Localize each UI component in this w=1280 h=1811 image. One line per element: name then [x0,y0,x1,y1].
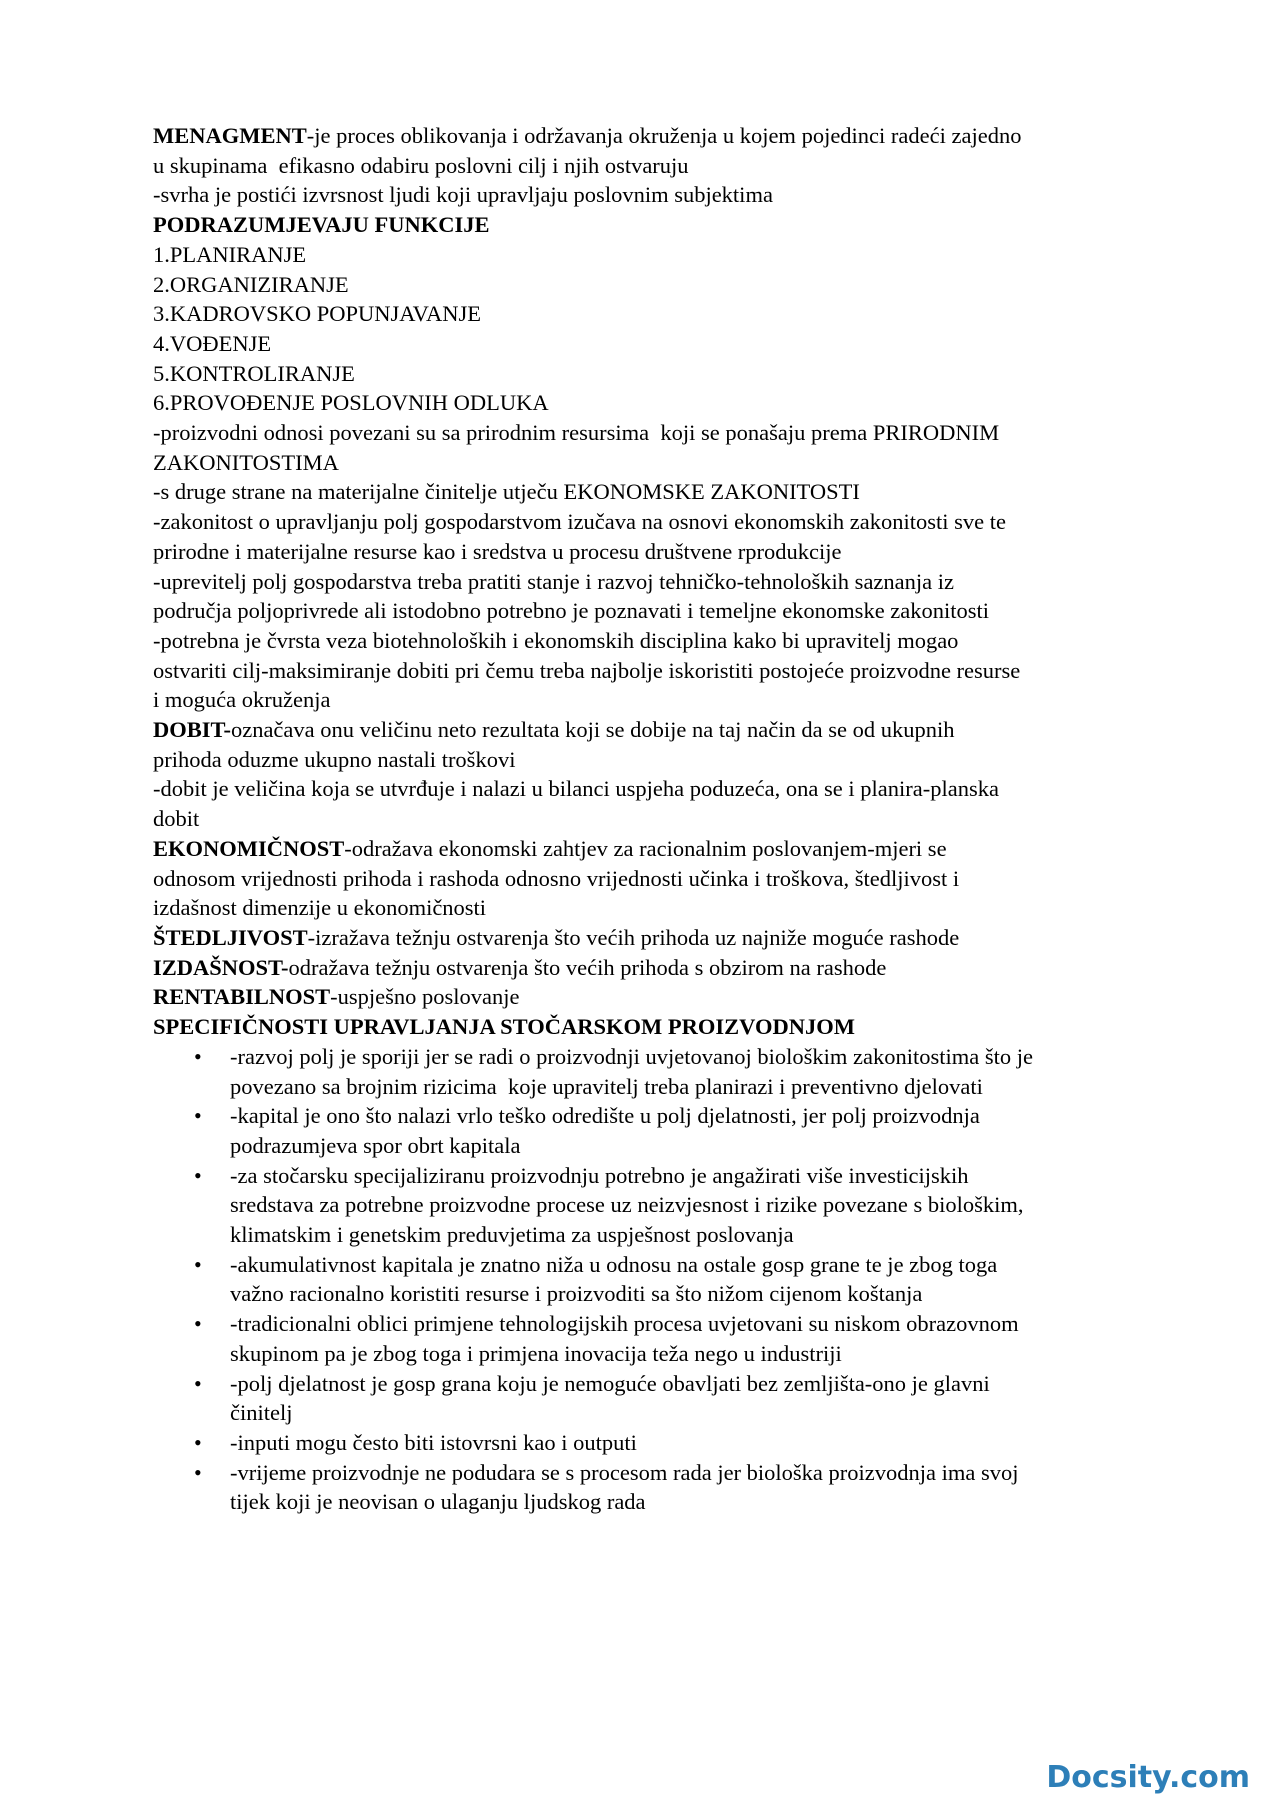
term-dobit: DOBIT- [153,717,231,743]
body-line: prirodne i materijalne resurse kao i sredstva u procesu društvene rprodukcije [153,538,842,564]
term-ekonomicnost: EKONOMIČNOST [153,835,345,861]
body-line: područja poljoprivrede ali istodobno potrebno je poznavati i temeljne ekonomske zakonitosti [153,598,990,624]
docsity-watermark: Docsity.com [1046,1760,1250,1795]
term-stedljivost: ŠTEDLJIVOST [153,924,308,950]
body-line: ostvariti cilj-maksimiranje dobiti pri čemu treba najbolje iskoristiti postojeće proizvodne resurse [153,657,1021,683]
function-item: 5.KONTROLIRANJE [153,360,355,386]
function-item: 1.PLANIRANJE [153,241,307,267]
term-izdasnost: IZDAŠNOST- [153,954,289,980]
body-line: ZAKONITOSTIMA [153,449,339,475]
bullet-icon: • [194,1429,202,1455]
intro-line-3: -svrha je postići izvrsnost ljudi koji upravljaju poslovnim subjektima [153,182,773,208]
body-line: -proizvodni odnosi povezani su sa prirodnim resursima koji se ponašaju prema PRIRODNIM [153,420,1000,446]
specificnosti-heading: SPECIFIČNOSTI UPRAVLJANJA STOČARSKOM PROIZVODNJOM [153,1014,855,1040]
bullet-icon: • [194,1103,202,1129]
bullet-icon: • [194,1162,202,1188]
bullet-icon: • [194,1370,202,1396]
list-item: • -tradicionalni oblici primjene tehnologijskih procesa uvjetovani su niskom obrazovnom skupinom pa je zbog toga i primjena inovacija teža nego u industriji [194,1311,1019,1366]
bullet-icon: • [194,1251,202,1277]
body-line: -zakonitost o upravljanju polj gospodarstvom izučava na osnovi ekonomskih zakonitosti sve te [153,509,1006,535]
ekonomicnost-line-1: EKONOMIČNOST-odražava ekonomski zahtjev za racionalnim poslovanjem-mjeri se [153,835,947,861]
dobit-line-2: prihoda oduzme ukupno nastali troškovi [153,746,516,772]
body-line: i moguća okruženja [153,687,331,713]
list-item: • -polj djelatnost je gosp grana koju je nemoguće obavljati bez zemljišta-ono je glavni činitelj [194,1370,990,1426]
list-item: • -razvoj polj je sporiji jer se radi o proizvodnji uvjetovanoj biološkim zakonitostima što je povezano sa brojnim rizicima koje upravitelj treba planirazi i preventivno djelovati [194,1043,1033,1099]
intro-line-1: MENAGMENT-je proces oblikovanja i održavanja okruženja u kojem pojedinci radeći zajedno [153,123,1022,148]
ekonomicnost-line-2: odnosom vrijednosti prihoda i rashoda odnosno vrijednosti učinka i troškova, štedljivost i [153,865,960,891]
izdasnost-line: IZDAŠNOST-odražava težnju ostvarenja što većih prihoda s obzirom na rashode [153,954,887,980]
body-line: -s druge strane na materijalne činitelje utječu EKONOMSKE ZAKONITOSTI [153,479,860,505]
document-page [153,121,1163,1517]
list-item: • -kapital je ono što nalazi vrlo teško odredište u polj djelatnosti, jer polj proizvodnja podrazumjeva spor obrt kapitala [194,1103,980,1158]
bullet-icon: • [194,1043,202,1069]
function-item: 6.PROVOĐENJE POSLOVNIH ODLUKA [153,390,549,416]
list-item: • -vrijeme proizvodnje ne podudara se s procesom rada jer biološka proizvodnja ima svoj tijek koji je neovisan o ulaganju ljudskog rada [194,1459,1019,1515]
stedljivost-line: ŠTEDLJIVOST-izražava težnju ostvarenja što većih prihoda uz najniže moguće rashode [153,924,960,950]
rentabilnost-line: RENTABILNOST-uspješno poslovanje [153,984,520,1010]
bullet-icon: • [194,1459,202,1485]
body-line: -potrebna je čvrsta veza biotehnoloških i ekonomskih disciplina kako bi upravitelj mogao [153,627,959,653]
function-item: 4.VOĐENJE [153,330,272,356]
term-menagment: MENAGMENT [153,123,307,148]
function-item: 3.KADROVSKO POPUNJAVANJE [153,301,481,327]
list-item: • -inputi mogu često biti istovrsni kao i outputi [153,1428,1163,1458]
bullet-icon: • [194,1311,202,1337]
specificnosti-list [153,1042,1163,1517]
dobit-line-1: DOBIT-označava onu veličinu neto rezultata koji se dobije na taj način da se od ukupnih [153,717,955,743]
dobit-line-3: -dobit je veličina koja se utvrđuje i nalazi u bilanci uspjeha poduzeća, ona se i planira-planska [153,776,999,802]
functions-heading: PODRAZUMJEVAJU FUNKCIJE [153,212,490,238]
term-rentabilnost: RENTABILNOST [153,984,331,1010]
ekonomicnost-line-3: izdašnost dimenzije u ekonomičnosti [153,895,487,921]
intro-line-2: u skupinama efikasno odabiru poslovni cilj i njih ostvaruju [153,152,689,178]
dobit-line-4: dobit [153,806,200,832]
function-item: 2.ORGANIZIRANJE [153,271,349,297]
list-item: • -akumulativnost kapitala je znatno niža u odnosu na ostale gosp grane te je zbog toga važno racionalno koristiti resurse i proizvoditi sa što nižom cijenom koštanja [194,1251,998,1307]
body-line: -uprevitelj polj gospodarstva treba pratiti stanje i razvoj tehničko-tehnoloških saznanja iz [153,568,955,594]
list-item: • -za stočarsku specijaliziranu proizvodnju potrebno je angažirati više investicijskih sredstava za potrebne proizvodne procese uz neizvjesnost i rizike povezane s biološkim, klimatskim i genetskim preduvjetima za uspješnost poslovanja [194,1162,1024,1248]
